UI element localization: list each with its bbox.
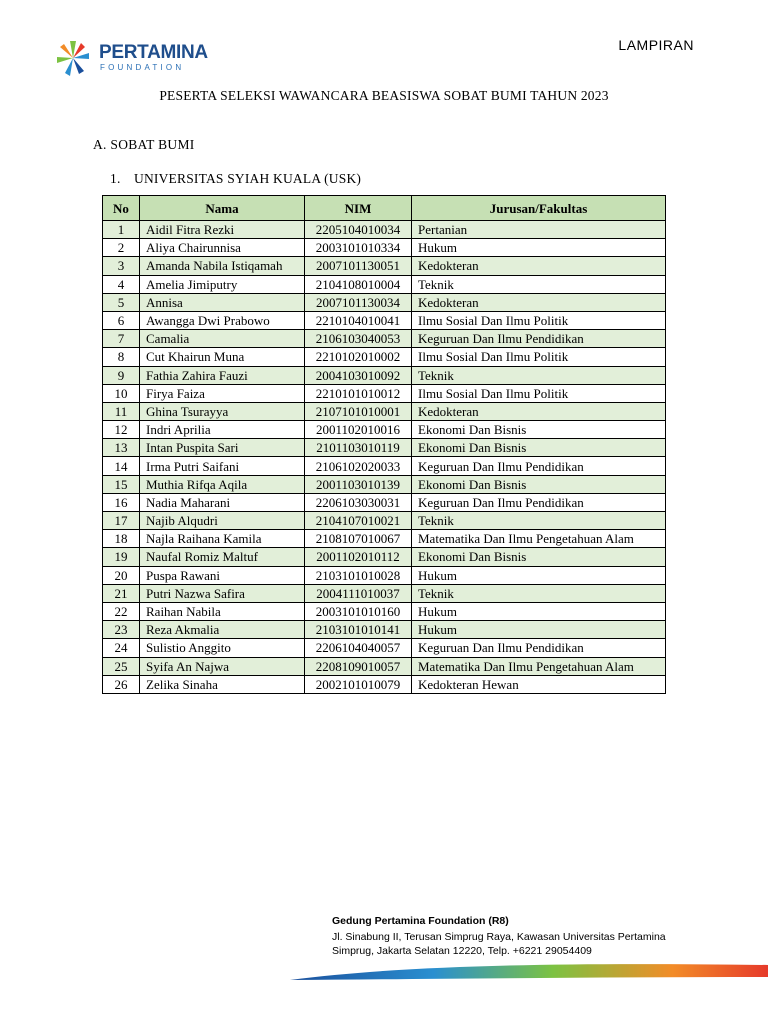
table-row [103, 348, 666, 366]
section-heading: A. SOBAT BUMI [93, 137, 195, 152]
subsection-number: 1. [110, 171, 121, 186]
cell-no: 4 [103, 275, 140, 293]
cell-nama: Putri Nazwa Safira [140, 584, 305, 602]
footer-address [332, 914, 666, 958]
cell-nama: Irma Putri Saifani [140, 457, 305, 475]
cell-jurusan: Ekonomi Dan Bisnis [412, 548, 666, 566]
cell-no: 8 [103, 348, 140, 366]
table-row [103, 657, 666, 675]
cell-no: 17 [103, 512, 140, 530]
table-row [103, 548, 666, 566]
cell-no: 13 [103, 439, 140, 457]
cell-jurusan: Ilmu Sosial Dan Ilmu Politik [412, 348, 666, 366]
cell-nim: 2007101130051 [305, 257, 412, 275]
cell-nama: Camalia [140, 330, 305, 348]
cell-nama: Najla Raihana Kamila [140, 530, 305, 548]
table-row [103, 402, 666, 420]
cell-nim: 2106102020033 [305, 457, 412, 475]
cell-no: 16 [103, 493, 140, 511]
table-row [103, 621, 666, 639]
cell-nama: Sulistio Anggito [140, 639, 305, 657]
cell-jurusan: Kedokteran [412, 402, 666, 420]
footer-street: Jl. Sinabung II, Terusan Simprug Raya, Kawasan Universitas Pertamina [332, 931, 666, 943]
table-row [103, 221, 666, 239]
cell-nama: Indri Aprilia [140, 421, 305, 439]
cell-no: 24 [103, 639, 140, 657]
table-row [103, 366, 666, 384]
cell-jurusan: Kedokteran [412, 293, 666, 311]
cell-nim: 2210104010041 [305, 311, 412, 329]
cell-nim: 2002101010079 [305, 675, 412, 693]
footer-city: Simprug, Jakarta Selatan 12220, Telp. +6221 29054409 [332, 945, 592, 957]
cell-no: 18 [103, 530, 140, 548]
table-row [103, 639, 666, 657]
cell-jurusan: Keguruan Dan Ilmu Pendidikan [412, 457, 666, 475]
cell-jurusan: Ekonomi Dan Bisnis [412, 475, 666, 493]
cell-no: 14 [103, 457, 140, 475]
cell-no: 26 [103, 675, 140, 693]
cell-nama: Aidil Fitra Rezki [140, 221, 305, 239]
cell-nama: Aliya Chairunnisa [140, 239, 305, 257]
table-row [103, 602, 666, 620]
cell-no: 25 [103, 657, 140, 675]
header-no: No [103, 196, 140, 221]
table-row [103, 475, 666, 493]
document-title: PESERTA SELEKSI WAWANCARA BEASISWA SOBAT BUMI TAHUN 2023 [159, 88, 609, 103]
cell-jurusan: Hukum [412, 239, 666, 257]
logo-subtitle: FOUNDATION [100, 63, 185, 72]
cell-no: 23 [103, 621, 140, 639]
header-nama: Nama [140, 196, 305, 221]
table-row [103, 293, 666, 311]
cell-nim: 2103101010028 [305, 566, 412, 584]
cell-jurusan: Ekonomi Dan Bisnis [412, 421, 666, 439]
table-row [103, 584, 666, 602]
cell-jurusan: Keguruan Dan Ilmu Pendidikan [412, 330, 666, 348]
cell-nama: Awangga Dwi Prabowo [140, 311, 305, 329]
cell-nama: Intan Puspita Sari [140, 439, 305, 457]
table-row [103, 512, 666, 530]
cell-nama: Annisa [140, 293, 305, 311]
cell-nim: 2001102010016 [305, 421, 412, 439]
cell-nama: Reza Akmalia [140, 621, 305, 639]
cell-jurusan: Hukum [412, 566, 666, 584]
cell-no: 7 [103, 330, 140, 348]
subsection-heading [110, 171, 361, 187]
cell-nama: Fathia Zahira Fauzi [140, 366, 305, 384]
cell-no: 10 [103, 384, 140, 402]
cell-jurusan: Matematika Dan Ilmu Pengetahuan Alam [412, 530, 666, 548]
table-row [103, 384, 666, 402]
cell-nim: 2101103010119 [305, 439, 412, 457]
cell-nim: 2004111010037 [305, 584, 412, 602]
cell-jurusan: Teknik [412, 512, 666, 530]
cell-nama: Syifa An Najwa [140, 657, 305, 675]
table-body [103, 221, 666, 694]
cell-nim: 2107101010001 [305, 402, 412, 420]
cell-no: 3 [103, 257, 140, 275]
cell-nim: 2210102010002 [305, 348, 412, 366]
table-row [103, 239, 666, 257]
cell-nim: 2103101010141 [305, 621, 412, 639]
cell-nim: 2001103010139 [305, 475, 412, 493]
footer-swoosh-decoration [0, 955, 768, 995]
table-row [103, 530, 666, 548]
table-row [103, 457, 666, 475]
cell-no: 5 [103, 293, 140, 311]
cell-nama: Cut Khairun Muna [140, 348, 305, 366]
cell-nim: 2104107010021 [305, 512, 412, 530]
header-nim: NIM [305, 196, 412, 221]
cell-nim: 2106103040053 [305, 330, 412, 348]
cell-jurusan: Pertanian [412, 221, 666, 239]
cell-jurusan: Teknik [412, 584, 666, 602]
cell-jurusan: Teknik [412, 275, 666, 293]
table-row [103, 275, 666, 293]
cell-no: 21 [103, 584, 140, 602]
table-row [103, 257, 666, 275]
cell-no: 20 [103, 566, 140, 584]
cell-nim: 2001102010112 [305, 548, 412, 566]
cell-nama: Puspa Rawani [140, 566, 305, 584]
subsection-label: UNIVERSITAS SYIAH KUALA (USK) [134, 171, 362, 186]
cell-nama: Raihan Nabila [140, 602, 305, 620]
cell-nama: Firya Faiza [140, 384, 305, 402]
participants-table [102, 195, 666, 694]
cell-nim: 2205104010034 [305, 221, 412, 239]
cell-nim: 2108107010067 [305, 530, 412, 548]
cell-no: 1 [103, 221, 140, 239]
header-jurusan: Jurusan/Fakultas [412, 196, 666, 221]
cell-no: 2 [103, 239, 140, 257]
logo-wordmark: PERTAMINA [99, 42, 208, 63]
cell-no: 11 [103, 402, 140, 420]
cell-nim: 2210101010012 [305, 384, 412, 402]
cell-jurusan: Ekonomi Dan Bisnis [412, 439, 666, 457]
table-row [103, 330, 666, 348]
cell-jurusan: Ilmu Sosial Dan Ilmu Politik [412, 384, 666, 402]
pertamina-flower-icon [54, 38, 94, 80]
pertamina-foundation-logo [54, 38, 208, 80]
cell-no: 6 [103, 311, 140, 329]
cell-jurusan: Kedokteran [412, 257, 666, 275]
lampiran-label: LAMPIRAN [618, 37, 694, 53]
cell-nim: 2208109010057 [305, 657, 412, 675]
cell-jurusan: Hukum [412, 621, 666, 639]
cell-jurusan: Matematika Dan Ilmu Pengetahuan Alam [412, 657, 666, 675]
cell-no: 22 [103, 602, 140, 620]
cell-nim: 2003101010334 [305, 239, 412, 257]
cell-nim: 2206103030031 [305, 493, 412, 511]
table-row [103, 311, 666, 329]
table-row [103, 439, 666, 457]
cell-nim: 2003101010160 [305, 602, 412, 620]
cell-no: 12 [103, 421, 140, 439]
cell-jurusan: Teknik [412, 366, 666, 384]
cell-nama: Amanda Nabila Istiqamah [140, 257, 305, 275]
table-row [103, 493, 666, 511]
cell-nama: Najib Alqudri [140, 512, 305, 530]
cell-nama: Nadia Maharani [140, 493, 305, 511]
cell-nama: Naufal Romiz Maltuf [140, 548, 305, 566]
cell-nama: Amelia Jimiputry [140, 275, 305, 293]
table-header-row [103, 196, 666, 221]
cell-nama: Muthia Rifqa Aqila [140, 475, 305, 493]
cell-no: 15 [103, 475, 140, 493]
cell-jurusan: Ilmu Sosial Dan Ilmu Politik [412, 311, 666, 329]
cell-nama: Ghina Tsurayya [140, 402, 305, 420]
cell-jurusan: Hukum [412, 602, 666, 620]
table-row [103, 675, 666, 693]
cell-nim: 2206104040057 [305, 639, 412, 657]
cell-nim: 2007101130034 [305, 293, 412, 311]
table-row [103, 421, 666, 439]
cell-nama: Zelika Sinaha [140, 675, 305, 693]
footer-building: Gedung Pertamina Foundation (R8) [332, 915, 509, 927]
cell-no: 9 [103, 366, 140, 384]
cell-nim: 2104108010004 [305, 275, 412, 293]
cell-nim: 2004103010092 [305, 366, 412, 384]
cell-jurusan: Keguruan Dan Ilmu Pendidikan [412, 493, 666, 511]
cell-no: 19 [103, 548, 140, 566]
cell-jurusan: Kedokteran Hewan [412, 675, 666, 693]
cell-jurusan: Keguruan Dan Ilmu Pendidikan [412, 639, 666, 657]
table-row [103, 566, 666, 584]
